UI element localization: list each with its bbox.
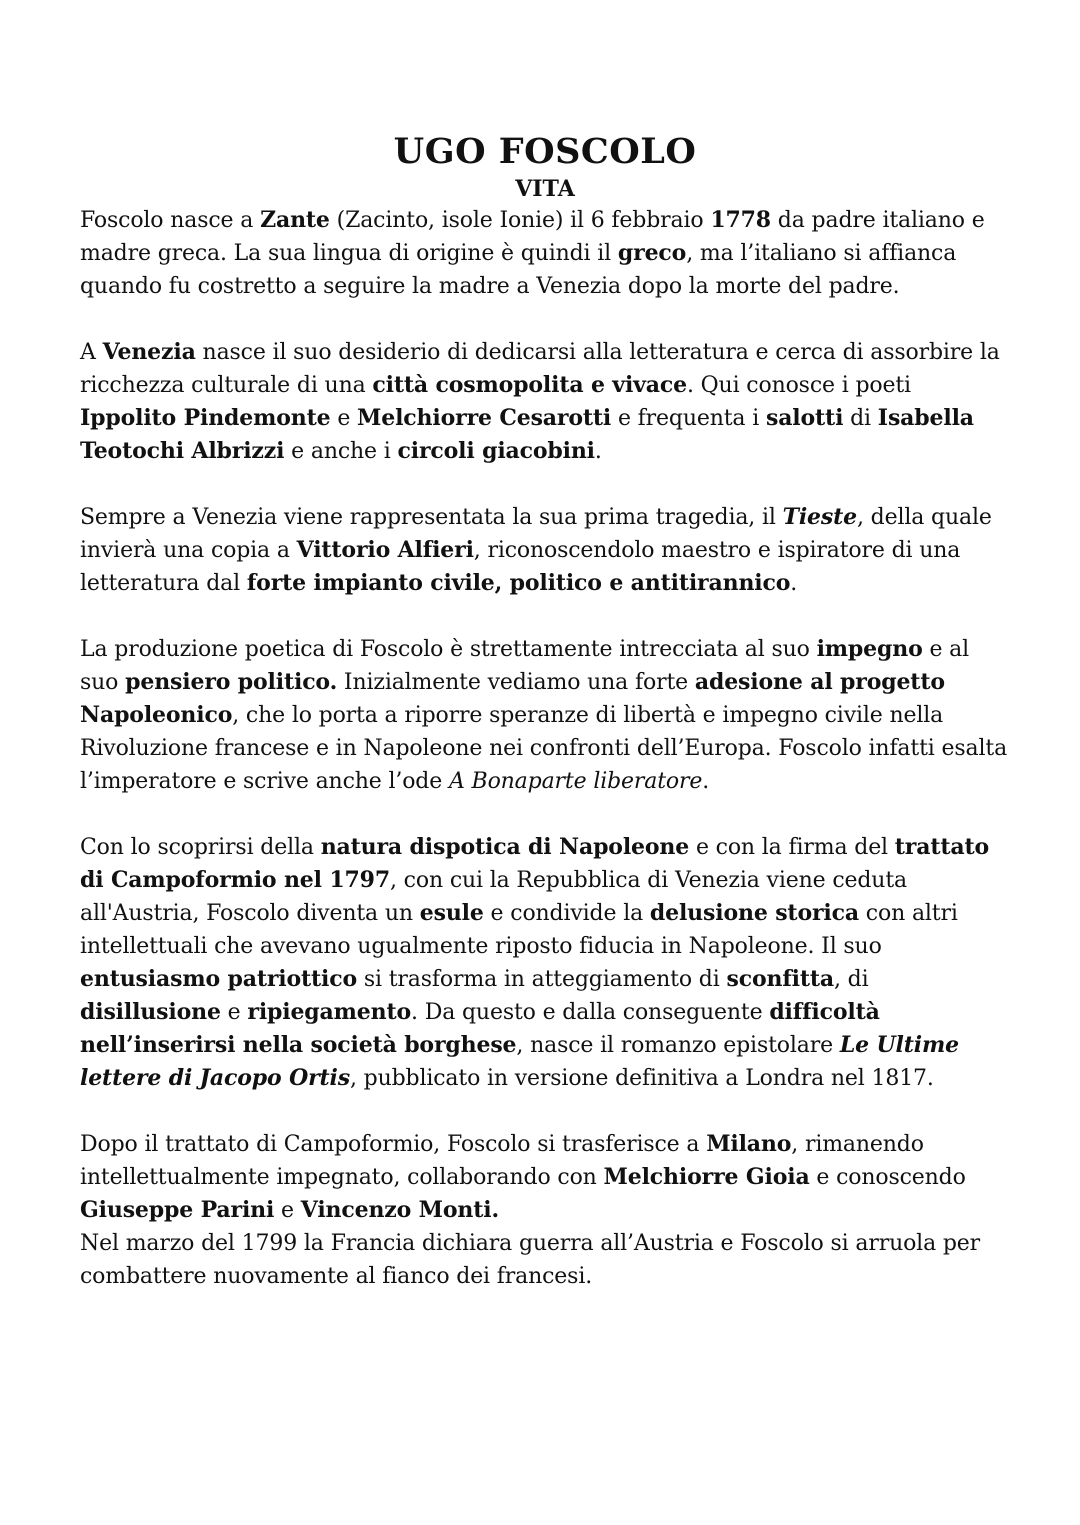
text-run: e al suo [80,637,970,695]
text-run: Inizialmente vediamo una forte [337,670,695,695]
text-run: di [843,406,878,431]
bold-text: pensiero politico. [125,669,338,695]
bold-text: ripiegamento [247,999,412,1025]
text-run: , riconoscendolo maestro e ispiratore di una letteratura dal [80,538,961,596]
text-run: . Da questo e dalla conseguente [411,1000,770,1025]
text-run: , rimanendo intellettualmente impegnato, collaborando con [80,1132,924,1190]
text-run: . [702,769,710,794]
bold-text: Giuseppe Parini [80,1197,275,1223]
paragraph-5 [80,831,1010,1095]
text-run: e anche i [284,439,398,464]
bold-text: disillusione [80,999,221,1025]
text-run: , che lo porta a riporre speranze di libertà e impegno civile nella Rivoluzione francese e in Napoleone nei confronti dell’Europa. Foscolo infatti esalta l’imperatore e scrive anche l’ode [80,703,1008,794]
document-title: UGO FOSCOLO [393,131,697,172]
text-run: , della quale invierà una copia a [80,505,992,563]
paragraph-7 [80,1227,1010,1293]
bold-text: natura dispotica di Napoleone [320,834,690,860]
bold-text: difficoltà nell’inserirsi nella società borghese [80,999,880,1058]
text-run: si trasforma in atteggiamento di [357,967,727,992]
text-run: da padre italiano e madre greca. La sua lingua di origine è quindi il [80,208,985,266]
text-run: Con lo scoprirsi della [80,835,321,860]
bold-italic-text: Le Ultime lettere di Jacopo Ortis [80,1032,959,1091]
bold-text: entusiasmo patriottico [80,966,358,992]
text-run: A [80,340,103,365]
bold-text: Milano [706,1131,792,1157]
paragraph-2 [80,336,1010,468]
bold-text: impegno [816,636,923,662]
text-run: e [274,1198,301,1223]
bold-text: greco [617,240,687,266]
text-run: Sempre a Venezia viene rappresentata la sua prima tragedia, il [80,505,783,530]
bold-text: adesione al progetto Napoleonico [80,669,945,728]
text-run: e con la firma del [689,835,895,860]
document-page [80,130,1010,1326]
paragraph-3 [80,501,1010,600]
text-run: e [330,406,358,431]
italic-text: A Bonaparte liberatore [448,769,703,794]
bold-text: Vincenzo Monti. [300,1197,499,1223]
text-run: Nel marzo del 1799 la Francia dichiara guerra all’Austria e Foscolo si arruola per combattere nuovamente al fianco dei francesi. [80,1231,981,1289]
text-run: , nasce il romanzo epistolare [516,1033,840,1058]
paragraph-4 [80,633,1010,798]
text-run: Dopo il trattato di Campoformio, Foscolo si trasferisce a [80,1132,707,1157]
section-heading: VITA [515,176,575,202]
text-run: , ma l’italiano si affianca quando fu costretto a seguire la madre a Venezia dopo la morte del padre. [80,241,957,299]
bold-text: sconfitta [726,966,834,992]
bold-text: Melchiorre Cesarotti [357,405,612,431]
paragraph-1 [80,204,1010,303]
bold-text: Zante [260,207,330,233]
text-run: con altri intellettuali che avevano ugualmente riposto fiducia in Napoleone. Il suo [80,901,958,959]
bold-text: Ippolito Pindemonte [80,405,331,431]
bold-text: Vittorio Alfieri [296,537,474,563]
text-run: , con cui la Repubblica di Venezia viene ceduta all'Austria, Foscolo diventa un [80,868,907,926]
text-run: nasce il suo desiderio di dedicarsi alla letteratura e cerca di assorbire la ricchezza culturale di una [80,340,1000,398]
bold-text: Isabella Teotochi Albrizzi [80,405,974,464]
bold-italic-text: Tieste [782,504,857,530]
bold-text: salotti [765,405,844,431]
text-run: e [220,1000,248,1025]
bold-text: circoli giacobini [397,438,595,464]
bold-text: forte impianto civile, politico e antitirannico [246,570,791,596]
bold-text: esule [419,900,484,926]
bold-text: Venezia [102,339,196,365]
text-run: e frequenta i [611,406,766,431]
bold-text: delusione storica [649,900,859,926]
text-run: e conoscendo [809,1165,966,1190]
text-run: La produzione poetica di Foscolo è strettamente intrecciata al suo [80,637,817,662]
text-run: (Zacinto, isole Ionie) il 6 febbraio [329,208,711,233]
text-run: . [790,571,798,596]
bold-text: Melchiorre Gioia [603,1164,810,1190]
text-run: . Qui conosce i poeti [686,373,911,398]
bold-text: città cosmopolita e vivace [372,372,687,398]
text-run: . [594,439,602,464]
text-run: Foscolo nasce a [80,208,261,233]
text-run: , di [833,967,869,992]
text-run: e condivide la [483,901,650,926]
text-run: , pubblicato in versione definitiva a Londra nel 1817. [349,1066,934,1091]
bold-text: 1778 [710,207,771,233]
paragraph-6 [80,1128,1010,1227]
bold-text: trattato di Campoformio nel 1797 [80,834,990,893]
